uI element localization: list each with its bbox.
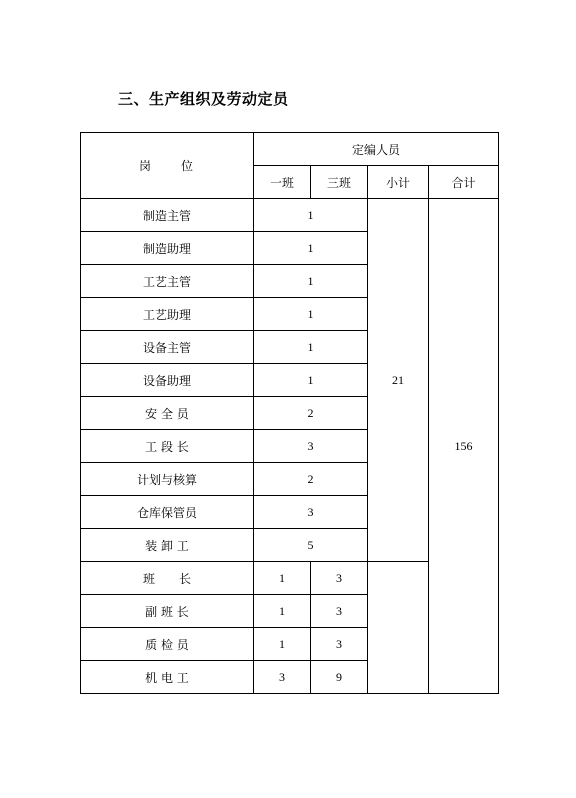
staffing-table [80,132,499,694]
subtotal-header: 小计 [368,166,429,199]
staff-count: 1 [254,265,368,298]
staffing-header: 定编人员 [254,133,499,166]
shift1-count: 1 [254,595,311,628]
staff-count: 1 [254,232,368,265]
post-name: 制造助理 [81,232,254,265]
staff-count: 3 [254,430,368,463]
shift3-count: 3 [311,628,368,661]
staff-count: 1 [254,298,368,331]
post-name: 班 长 [81,562,254,595]
grand-total: 156 [429,199,499,694]
post-name: 质 检 员 [81,628,254,661]
post-name: 装 卸 工 [81,529,254,562]
staff-count: 1 [254,364,368,397]
post-name: 计划与核算 [81,463,254,496]
post-name: 设备助理 [81,364,254,397]
group2-subtotal [368,562,429,694]
post-name: 工艺主管 [81,265,254,298]
shift3-count: 9 [311,661,368,694]
group1-subtotal: 21 [368,199,429,562]
shift1-count: 1 [254,628,311,661]
shift1-count: 1 [254,562,311,595]
staff-count: 2 [254,397,368,430]
staff-count: 1 [254,199,368,232]
staff-count: 3 [254,496,368,529]
post-name: 制造主管 [81,199,254,232]
total-header: 合计 [429,166,499,199]
table-row [81,199,499,232]
shift1-count: 3 [254,661,311,694]
post-name: 安 全 员 [81,397,254,430]
post-name: 工 段 长 [81,430,254,463]
shift3-count: 3 [311,595,368,628]
position-header: 岗 位 [81,133,254,199]
shift3-header: 三班 [311,166,368,199]
staff-count: 1 [254,331,368,364]
shift3-count: 3 [311,562,368,595]
post-name: 仓库保管员 [81,496,254,529]
post-name: 工艺助理 [81,298,254,331]
post-name: 设备主管 [81,331,254,364]
staff-count: 5 [254,529,368,562]
post-name: 副 班 长 [81,595,254,628]
page-title: 三、生产组织及劳动定员 [118,90,289,108]
staff-count: 2 [254,463,368,496]
shift1-header: 一班 [254,166,311,199]
post-name: 机 电 工 [81,661,254,694]
